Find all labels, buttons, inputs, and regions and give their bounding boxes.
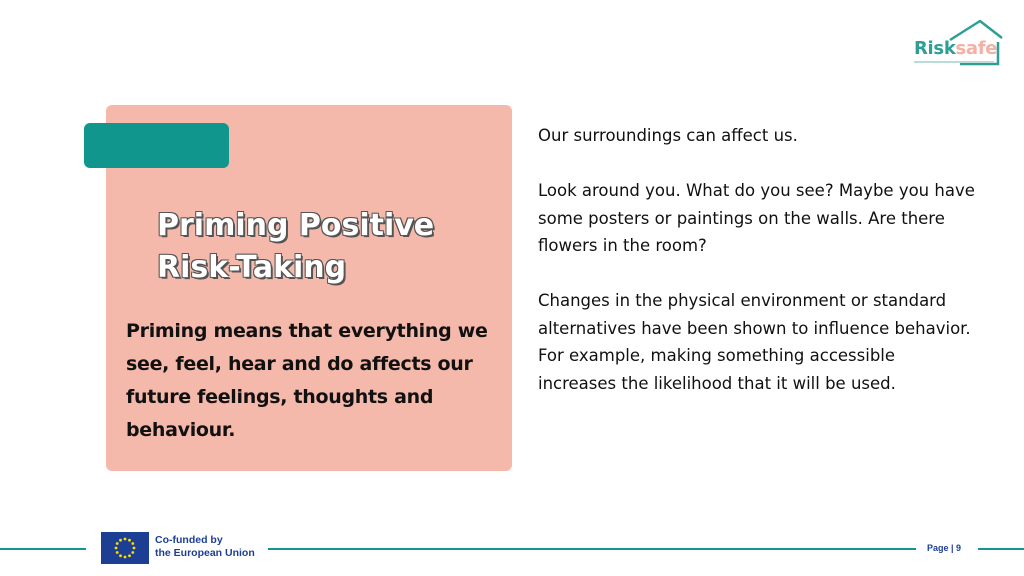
risksafe-logo bbox=[910, 18, 1006, 70]
paragraph-intro: Our surroundings can affect us. bbox=[538, 126, 798, 145]
card-body-text: Priming means that everything we see, feel, hear and do affects our future feelings, thoughts and behaviour. bbox=[126, 320, 488, 441]
main-text-column bbox=[538, 122, 978, 425]
eu-flag-icon bbox=[101, 532, 149, 564]
footer-rule-right bbox=[978, 548, 1024, 550]
page-number: Page | 9 bbox=[927, 543, 962, 553]
logo-tagline bbox=[914, 61, 994, 63]
paragraph-environment: Changes in the physical environment or standard alternatives have been shown to influence behavior. For example, making something accessible increases the likelihood that it will be used. bbox=[538, 291, 971, 393]
footer-rule-left bbox=[0, 548, 86, 550]
card-title-line1: Priming Positive bbox=[157, 208, 435, 243]
eu-text-line2: the European Union bbox=[155, 547, 255, 559]
eu-cofunded-text bbox=[155, 534, 275, 560]
paragraph-look-around: Look around you. What do you see? Maybe you have some posters or paintings on the walls. Are there flowers in the room? bbox=[538, 181, 975, 255]
card-title bbox=[157, 205, 487, 289]
logo-wordmark bbox=[914, 38, 997, 59]
logo-risk-text: Risk bbox=[914, 38, 956, 59]
logo-safe-text: safe bbox=[955, 38, 998, 59]
card-accent-tab bbox=[84, 123, 229, 168]
footer-rule-middle bbox=[268, 548, 916, 550]
card-title-line2: Risk-Taking bbox=[157, 250, 347, 285]
eu-text-line1: Co-funded by bbox=[155, 534, 223, 546]
